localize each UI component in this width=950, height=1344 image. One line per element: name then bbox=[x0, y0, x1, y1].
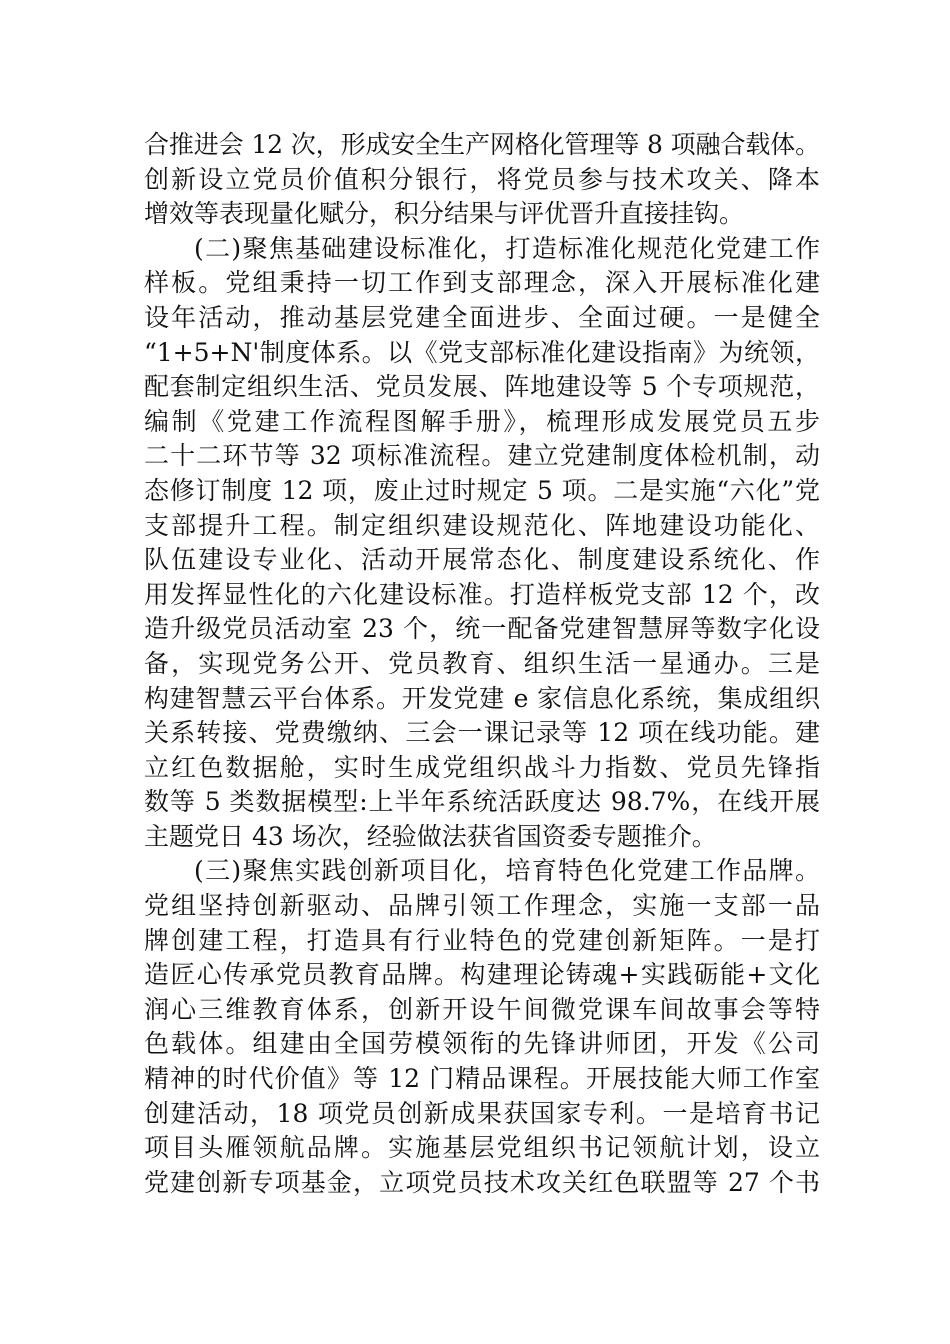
section-heading-line: (三)聚焦实践创新项目化，培育特色化党建工作品牌。 bbox=[194, 856, 820, 886]
paragraph-line: 队伍建设专业化、活动开展常态化、制度建设系统化、作 bbox=[144, 545, 820, 575]
paragraph-line: 立红色数据舱，实时生成党组织战斗力指数、党员先锋指 bbox=[144, 752, 820, 782]
paragraph-line: 牌创建工程，打造具有行业特色的党建创新矩阵。一是打 bbox=[144, 925, 820, 955]
paragraph-line: 合推进会 12 次，形成安全生产网格化管理等 8 项融合载体。 bbox=[144, 130, 820, 159]
paragraph-line: 增效等表现量化赋分，积分结果与评优晋升直接挂钩。 bbox=[144, 199, 745, 229]
paragraph-line: 设年活动，推动基层党建全面进步、全面过硬。一是健全 bbox=[144, 302, 820, 332]
paragraph-line: 党组坚持创新驱动、品牌引领工作理念，实施一支部一品 bbox=[144, 891, 820, 921]
paragraph-line: 润心三维教育体系，创新开设午间微党课车间故事会等特 bbox=[144, 994, 820, 1024]
paragraph-line: 造匠心传承党员教育品牌。构建理论铸魂+实践砺能+文化 bbox=[144, 960, 820, 990]
paragraph-line: 创建活动，18 项党员创新成果获国家专利。一是培育书记 bbox=[144, 1098, 820, 1128]
paragraph-line: 色载体。组建由全国劳模领衔的先锋讲师团，开发《公司 bbox=[144, 1029, 820, 1059]
paragraph-line: 党建创新专项基金，立项党员技术攻关红色联盟等 27 个书 bbox=[144, 1167, 820, 1197]
paragraph-line: 态修订制度 12 项，废止过时规定 5 项。二是实施“六化”党 bbox=[144, 475, 820, 505]
paragraph-line: 样板。党组秉持一切工作到支部理念，深入开展标准化建 bbox=[144, 268, 820, 298]
paragraph-line: 关系转接、党费缴纳、三会一课记录等 12 项在线功能。建 bbox=[144, 718, 820, 748]
paragraph-line: 备，实现党务公开、党员教育、组织生活一星通办。三是 bbox=[144, 648, 820, 678]
paragraph-line: 创新设立党员价值积分银行，将党员参与技术攻关、降本 bbox=[144, 164, 820, 194]
paragraph-line: 精神的时代价值》等 12 门精品课程。开展技能大师工作室 bbox=[144, 1064, 820, 1094]
paragraph-line: 造升级党员活动室 23 个，统一配备党建智慧屏等数字化设 bbox=[144, 614, 820, 644]
paragraph-line: “1+5+N'制度体系。以《党支部标准化建设指南》为统领， bbox=[144, 337, 820, 367]
paragraph-line: 主题党日 43 场次，经验做法获省国资委专题推介。 bbox=[144, 821, 717, 851]
paragraph-line: 支部提升工程。制定组织建设规范化、阵地建设功能化、 bbox=[144, 510, 820, 540]
paragraph-line: 构建智慧云平台体系。开发党建 e 家信息化系统，集成组织 bbox=[144, 683, 820, 713]
paragraph-line: 编制《党建工作流程图解手册》，梳理形成发展党员五步 bbox=[144, 406, 820, 436]
body-text bbox=[144, 128, 820, 1200]
paragraph-line: 二十二环节等 32 项标准流程。建立党建制度体检机制，动 bbox=[144, 441, 820, 471]
paragraph-line: 配套制定组织生活、党员发展、阵地建设等 5 个专项规范， bbox=[144, 372, 820, 402]
paragraph-line: 数等 5 类数据模型:上半年系统活跃度达 98.7%，在线开展 bbox=[144, 787, 820, 817]
paragraph-line: 项目头雁领航品牌。实施基层党组织书记领航计划，设立 bbox=[144, 1133, 820, 1163]
section-heading-line: (二)聚焦基础建设标准化，打造标准化规范化党建工作 bbox=[194, 233, 820, 263]
paragraph-line: 用发挥显性化的六化建设标准。打造样板党支部 12 个，改 bbox=[144, 579, 820, 609]
